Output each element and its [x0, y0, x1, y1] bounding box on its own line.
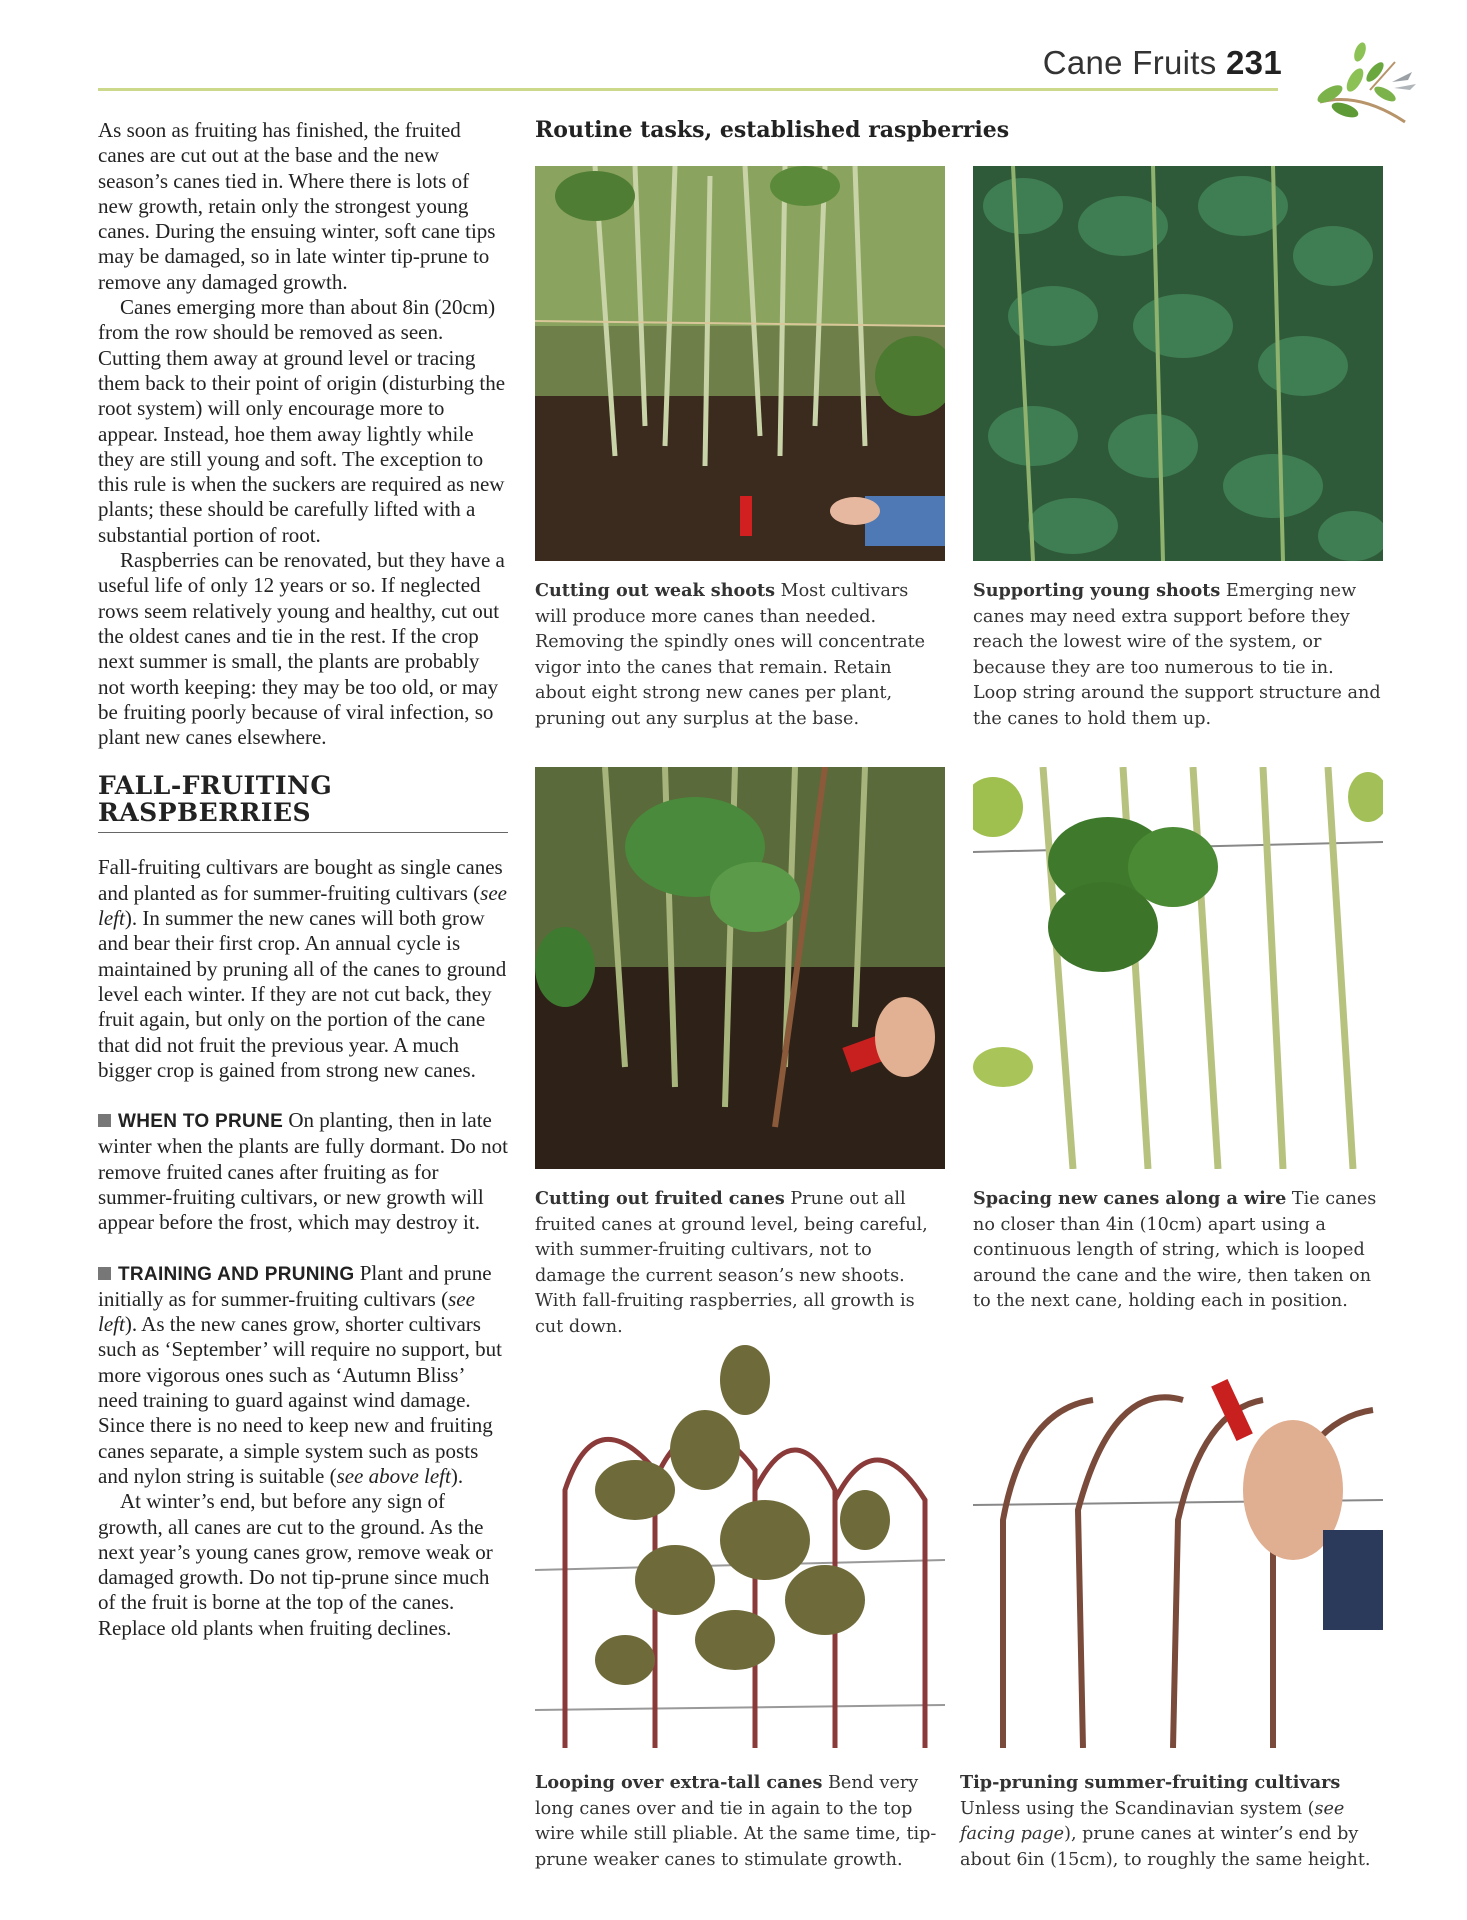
section-heading — [98, 772, 508, 833]
body-paragraph: As soon as fruiting has finished, the fruited canes are cut out at the base and the new season’s canes tied in. Where there is lots of new growth, retain only the strongest young canes. During the ensuing winter, soft cane tips may be damaged, so in late winter tip-prune to remove any damaged growth. — [98, 118, 496, 294]
body-paragraph: At winter’s end, but before any sign of growth, all canes are cut to the ground. As the next year’s young canes grow, remove weak or damaged growth. Do not tip-prune since much of the fruit is borne at the top of the canes. Replace old plants when fruiting declines. — [98, 1489, 493, 1640]
grid-title: Routine tasks, established raspberries — [535, 117, 1010, 143]
photo-looping-tall-canes — [535, 1340, 945, 1748]
caption-heading: Supporting young shoots — [973, 580, 1221, 601]
square-bullet-icon — [98, 1267, 111, 1280]
run-in-heading: TRAINING AND PRUNING — [118, 1263, 355, 1285]
caption-tip-pruning: Tip-pruning summer-fruiting cultivars Unless using the Scandinavian system (see facing page), prune canes at winter’s end by about 6in (15cm), to roughly the same height. — [960, 1772, 1371, 1870]
caption-heading: Looping over extra-tall canes — [535, 1772, 823, 1793]
when-to-prune-paragraph: WHEN TO PRUNE On planting, then in late winter when the plants are fully dormant. Do not remove fruited canes after fruiting as for summer-fruiting cultivars, or new growth will appear before the frost, which may destroy it. — [98, 1108, 508, 1235]
section-heading-line: RASPBERRIES — [98, 798, 312, 828]
section-heading-line: FALL-FRUITING — [98, 771, 333, 801]
body-paragraph: Fall-fruiting cultivars are bought as single canes and planted as for summer-fruiting cultivars (see left). In summer the new canes will both grow and bear their first crop. An annual cycle is maintained by pruning all of the canes to ground level each winter. If they are not cut back, they fruit again, but only on the portion of the cane that did not fruit the previous year. A much bigger crop is gained from strong new canes. — [98, 855, 507, 1082]
caption-heading: Cutting out fruited canes — [535, 1188, 785, 1209]
photo-cutting-fruited-canes — [535, 767, 945, 1169]
caption-heading: Tip-pruning summer-fruiting cultivars — [960, 1772, 1341, 1793]
run-in-heading: WHEN TO PRUNE — [118, 1111, 284, 1133]
caption-supporting-young-shoots: Supporting young shoots Emerging new canes may need extra support before they reach the lowest wire of the system, or because they are too numerous to tie in. Loop string around the support structure and the canes to hold them up. — [973, 580, 1381, 729]
caption-heading: Cutting out weak shoots — [535, 580, 775, 601]
body-paragraph: Raspberries can be renovated, but they have a useful life of only 12 years or so. If neglected rows seem relatively young and healthy, cut out the oldest canes and tie in the rest. If the crop next summer is small, the plants are probably not worth keeping: they may be too old, or may be fruiting poorly because of viral infection, so plant new canes elsewhere. — [98, 548, 505, 750]
photo-spacing-canes-wire — [973, 767, 1383, 1169]
photo-cutting-weak-shoots — [535, 166, 945, 561]
caption-heading: Spacing new canes along a wire — [973, 1188, 1287, 1209]
caption-spacing-canes-wire: Spacing new canes along a wire Tie canes no closer than 4in (10cm) apart using a continuous length of string, which is looped around the cane and the wire, then taken on to the next cane, holding each in position. — [973, 1188, 1377, 1311]
training-and-pruning-paragraph: TRAINING AND PRUNING Plant and prune initially as for summer-fruiting cultivars (see left). As the new canes grow, shorter cultivars such as ‘September’ will require no support, but more vigorous ones such as ‘Autumn Bliss’ need training to guard against wind damage. Since there is no need to keep new and fruiting canes separate, a simple system such as posts and nylon string is suitable (see above left). — [98, 1260, 502, 1488]
square-bullet-icon — [98, 1114, 111, 1127]
header-rule — [98, 88, 1278, 91]
page-number: 231 — [1226, 44, 1282, 81]
left-column — [98, 118, 508, 1641]
section-title: Cane Fruits — [1042, 44, 1217, 81]
running-head — [1043, 44, 1282, 82]
caption-cutting-weak-shoots: Cutting out weak shoots Most cultivars will produce more canes than needed. Removing the spindly ones will concentrate vigor into the canes that remain. Retain about eight strong new canes per plant, pruning out any surplus at the base. — [535, 580, 926, 729]
body-paragraph: Canes emerging more than about 8in (20cm) from the row should be removed as seen. Cutting them away at ground level or tracing them back to their point of origin (disturbing the root system) will only encourage more to appear. Instead, hoe them away lightly while they are still young and soft. The exception to this rule is when the suckers are required as new plants; these should be carefully lifted with a substantial portion of root. — [98, 295, 506, 547]
leaf-sprig-icon — [1300, 32, 1420, 132]
caption-cutting-fruited-canes: Cutting out fruited canes Prune out all fruited canes at ground level, being careful, with summer-fruiting cultivars, not to damage the current season’s new shoots. With fall-fruiting raspberries, all growth is cut down. — [535, 1188, 928, 1337]
photo-supporting-young-shoots — [973, 166, 1383, 561]
caption-looping-tall-canes: Looping over extra-tall canes Bend very long canes over and tie in again to the top wire while still pliable. At the same time, tip-prune weaker canes to stimulate growth. — [535, 1772, 937, 1870]
photo-tip-pruning — [973, 1340, 1383, 1748]
